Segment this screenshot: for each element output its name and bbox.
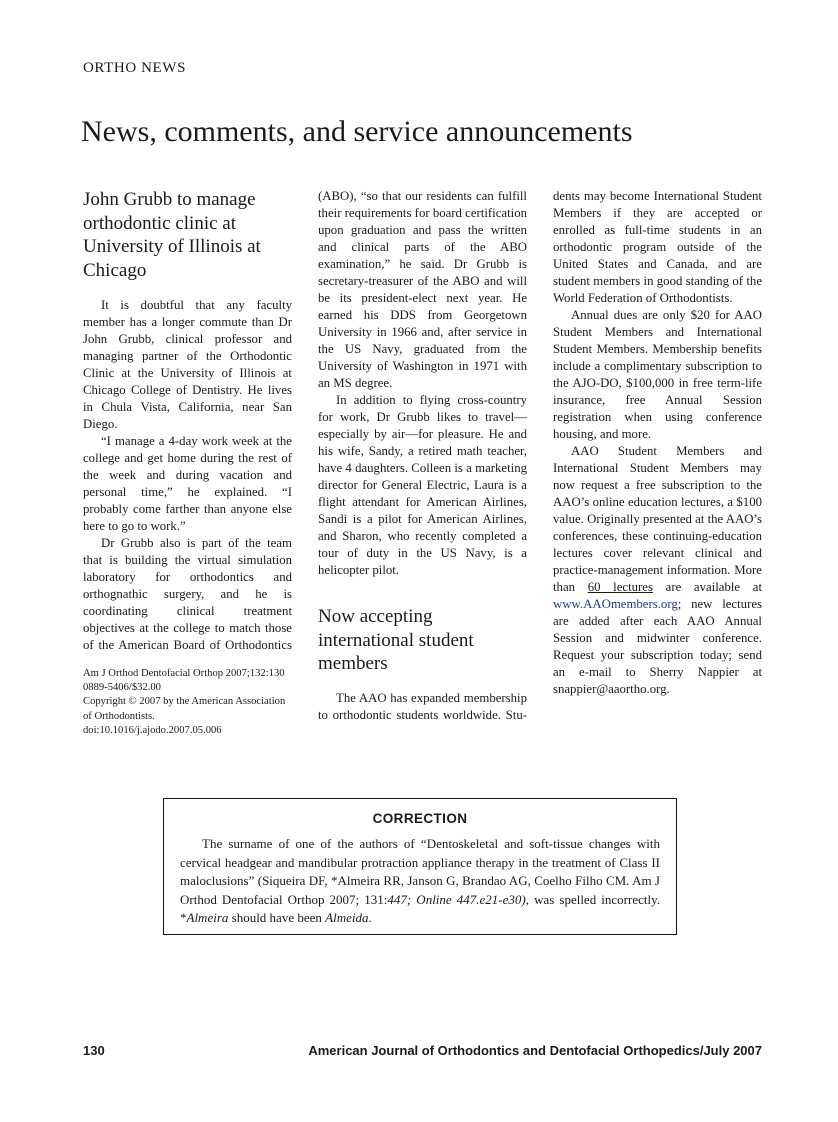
correction-box (163, 798, 677, 935)
lectures-link[interactable]: 60 lectures (587, 580, 653, 594)
column-2 (318, 188, 527, 738)
aaomembers-link[interactable]: www.AAOmembers.org (553, 597, 678, 611)
article2-paragraph-3: Annual dues are only $20 for AAO Student Members and International Student Members. Membership benefits include a complimentary subscription to the AJO-DO, $100,000 in free term-life insurance, free Annual Session registration when using conference housing, and more. (553, 308, 762, 441)
citation-line: doi:10.1016/j.ajodo.2007.05.006 (83, 724, 222, 736)
citation-line: 0889-5406/$32.00 (83, 682, 161, 694)
correction-italic-wrong-name: Almeira (186, 910, 229, 926)
column-3 (553, 188, 762, 738)
article1-paragraph-1: It is doubtful that any faculty member has a longer commute than Dr John Grubb, clinical professor and managing partner of the Orthodontic Clinic at the University of Illinois at Chicago College of Dentistry. He lives in Chula Vista, California, near San Diego. (83, 298, 292, 431)
article2-paragraph-2: dents may become International Student Members if they are accepted or enrolled as full-time students in an orthodontic program outside of the United States and Canada, and are student members in good standing of the World Federation of Orthodontists. (553, 189, 762, 305)
column-1 (83, 188, 292, 738)
correction-text: The surname of one of the authors of “Dentoskeletal and soft-tissue changes with cervical headgear and mandibular protraction appliance therapy in the treatment of Class II maloclusions” (Siqueira DF, *Almeira RR, Janson G, Brandao AG, Coelho Filho CM. Am J Orthod Dentofacial Orthop 2007; 131: (180, 836, 660, 907)
article1-paragraph-3: Dr Grubb also is part of the team that is building the virtual simulation laboratory for orthodontics and orthognathic surgery, and he is coordinating clinical treatment objectives at the college to match those of the American Board of Orthodontics (83, 536, 292, 652)
correction-italic-citation: 447; Online 447.e21-e30), (387, 891, 529, 907)
article2-paragraph-4-text: ; new lectures are added after each AAO Annual Session and midwinter conference. Request your subscription today; send an e-mail to Sherry Nappier at snappier@aaortho.org. (553, 597, 762, 696)
correction-text: was spelled incorrectly. * (180, 891, 661, 926)
correction-text: . (368, 910, 372, 926)
article2-paragraph-4 (553, 443, 762, 698)
correction-body (180, 835, 660, 928)
citation-block (83, 667, 292, 738)
article2-paragraph-4-text: are available at (652, 580, 763, 594)
article1-paragraph-2: “I manage a 4-day work week at the college and get home during the rest of the week and during vacation and personal time,” he explained. “I probably come farther than anyone else here to go to work.” (83, 434, 292, 533)
page-title: News, comments, and service announcements (81, 115, 633, 148)
correction-title: CORRECTION (372, 811, 468, 826)
article2-paragraph-4-text: AAO Student Members and International Student Members may now request a free subscription to the AAO’s online education lectures, a $100 value. Originally presented at the AAO’s conferences, these continuing-education lectures cover relevant clinical and practice-management information. More than (553, 444, 762, 594)
article-columns (83, 188, 762, 738)
footer-page-number: 130 (83, 1043, 105, 1058)
article1-heading: John Grubb to manage orthodontic clinic at University of Illinois at Chicago (83, 189, 261, 281)
citation-line: Copyright © 2007 by the American Association of Orthodontists. (83, 696, 286, 722)
article1-paragraph-5: In addition to flying cross-country for work, Dr Grubb likes to travel—especially by air—for pleasure. He and his wife, Sandy, a retired math teacher, have 4 daughters. Colleen is a marketing director for General Electric, Laura is a flight attendant for American Airlines, Sandi is a pilot for American Airlines, and Sharon, who recently completed a tour of duty in the US Navy, is a helicopter pilot. (318, 393, 527, 577)
footer-journal-title: American Journal of Orthodontics and Dentofacial Orthopedics/July 2007 (308, 1043, 762, 1058)
section-kicker: ORTHO NEWS (83, 60, 187, 76)
article2-paragraph-1: The AAO has expanded membership to orthodontic students worldwide. Stu- (318, 690, 527, 722)
citation-line: Am J Orthod Dentofacial Orthop 2007;132:130 (83, 668, 285, 679)
article2-heading: Now accepting international student members (318, 606, 474, 674)
correction-italic-correct-name: Almeida (325, 910, 369, 926)
article1-paragraph-4: (ABO), “so that our residents can fulfill their requirements for board certification upon graduation and pass the written and clinical parts of the ABO examination,” he said. Dr Grubb is secretary-treasurer of the ABO and will be its president-elect next year. He earned his DDS from Georgetown University in 1966 and, after service in the US Navy, graduated from the University of Washington in 1971 with an MS degree. (318, 189, 527, 390)
correction-text: should have been (228, 910, 326, 926)
